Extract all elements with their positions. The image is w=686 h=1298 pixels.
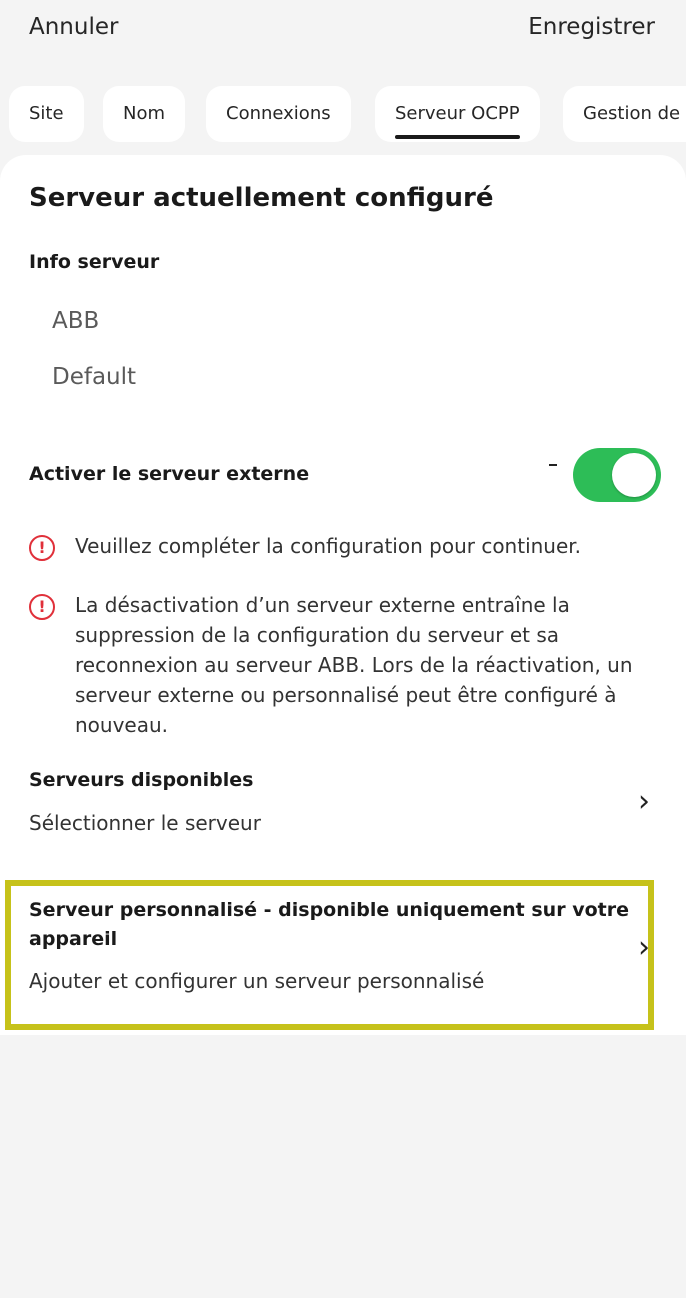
custom-server-title: Serveur personnalisé - disponible uniquement sur votre appareil: [29, 899, 629, 950]
cancel-button[interactable]: Annuler: [29, 14, 119, 40]
warning-deactivation: [29, 590, 669, 740]
info-value-profile: Default: [52, 364, 137, 390]
highlight-box: [5, 880, 654, 1030]
divider-tick: [549, 464, 557, 466]
tab-active-underline: [395, 135, 520, 139]
tab-label: Connexions: [226, 103, 331, 124]
available-servers-subtitle: Sélectionner le serveur: [29, 811, 261, 835]
tab-label: Site: [29, 103, 64, 124]
tab-bar: [9, 86, 686, 144]
tab-serveur-ocpp[interactable]: [375, 86, 540, 142]
chevron-right-icon: ›: [638, 930, 650, 965]
toggle-knob: [612, 453, 656, 497]
warning-text: Veuillez compléter la configuration pour continuer.: [75, 534, 582, 558]
tab-gestion[interactable]: [563, 86, 686, 142]
info-heading: Info serveur: [29, 251, 160, 273]
external-server-label: Activer le serveur externe: [29, 463, 310, 485]
warning-text: La désactivation d’un serveur externe entraîne la suppression de la configuration du serveur et sa reconnexion au serveur ABB. Lors de la réactivation, un serveur externe ou personnalisé peut être configuré à nouveau.: [75, 593, 633, 737]
tab-connexions[interactable]: [206, 86, 351, 142]
tab-label: Nom: [123, 103, 166, 124]
chevron-right-icon: ›: [638, 784, 650, 819]
warning-icon: !: [29, 594, 55, 620]
available-servers-title: Serveurs disponibles: [29, 769, 254, 791]
tab-label: Gestion de: [583, 103, 681, 124]
warning-icon: !: [29, 535, 55, 561]
tab-label: Serveur OCPP: [395, 103, 520, 124]
save-button[interactable]: Enregistrer: [528, 14, 655, 40]
page-title: Serveur actuellement configuré: [29, 183, 494, 213]
info-value-vendor: ABB: [52, 308, 100, 334]
external-server-toggle[interactable]: [573, 448, 661, 502]
tab-nom[interactable]: [103, 86, 185, 142]
tab-site[interactable]: [9, 86, 84, 142]
custom-server-subtitle: Ajouter et configurer un serveur personnalisé: [29, 969, 485, 993]
top-bar: [0, 0, 686, 62]
warning-incomplete: [29, 531, 669, 561]
